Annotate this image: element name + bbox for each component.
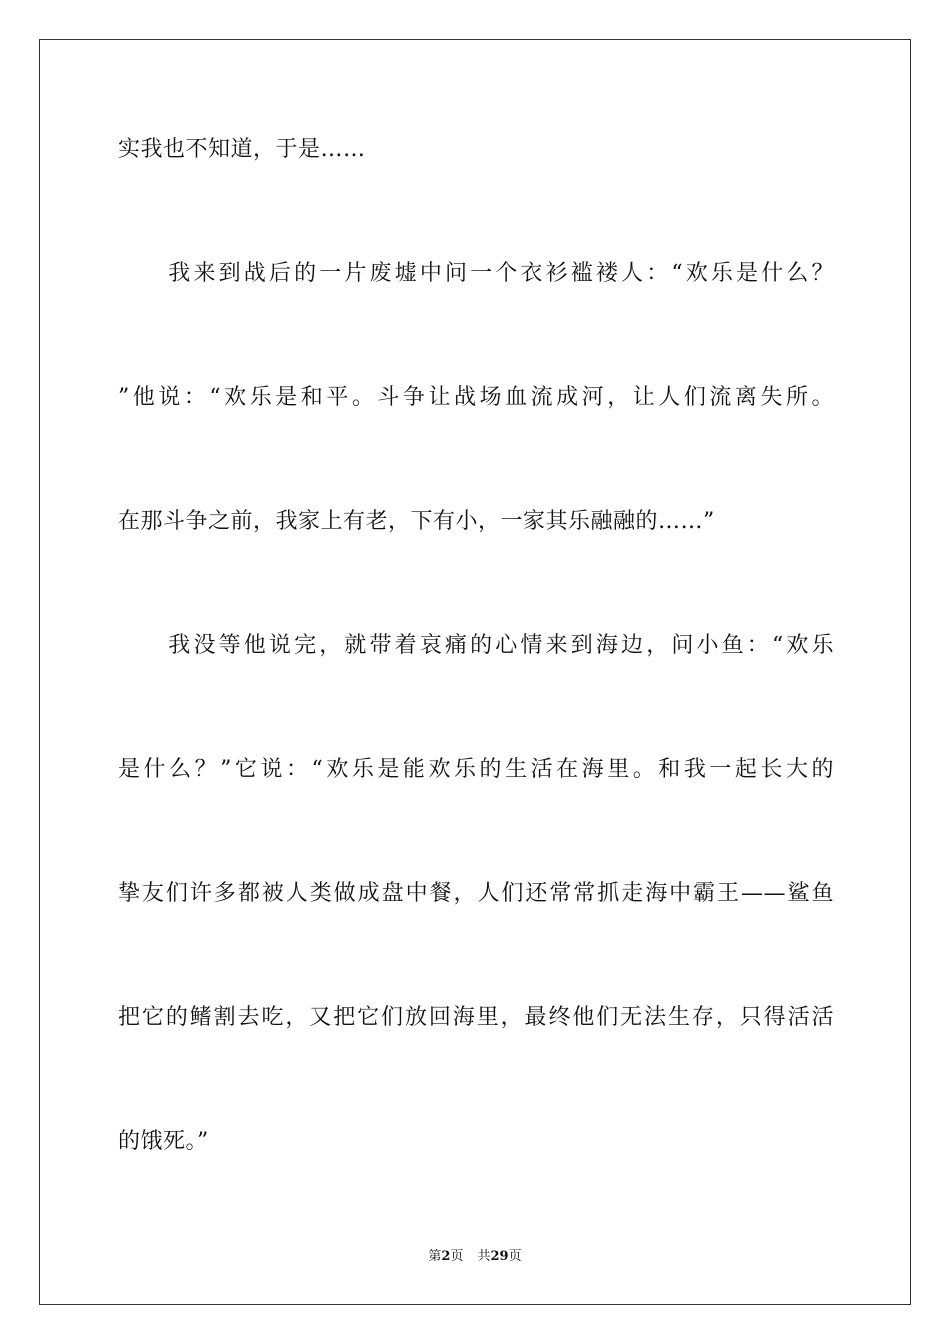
page-frame bbox=[39, 39, 911, 1305]
total-unit: 页 bbox=[508, 1249, 522, 1264]
body-text-line-4: 在那斗争之前，我家上有老，下有小，一家其乐融融的……” bbox=[118, 509, 715, 534]
body-text-line-6: 是什么？”它说：“欢乐是能欢乐的生活在海里。和我一起长大的 bbox=[118, 757, 834, 782]
body-text-line-8: 把它的鳍割去吃，又把它们放回海里，最终他们无法生存，只得活活 bbox=[118, 1005, 834, 1030]
body-text-line-9: 的饿死。” bbox=[118, 1129, 209, 1154]
body-text-line-7: 挚友们许多都被人类做成盘中餐，人们还常常抓走海中霸王——鲨鱼 bbox=[118, 881, 834, 906]
total-page-number: 29 bbox=[490, 1249, 509, 1264]
page-footer bbox=[0, 1248, 950, 1266]
current-page-number: 2 bbox=[441, 1249, 451, 1264]
body-text-line-1: 实我也不知道，于是…… bbox=[118, 137, 366, 162]
body-text-line-3: ”他说：“欢乐是和平。斗争让战场血流成河，让人们流离失所。 bbox=[118, 385, 834, 410]
body-text-line-5: 我没等他说完，就带着哀痛的心情来到海边，问小鱼：“欢乐 bbox=[118, 633, 834, 658]
body-text-line-2: 我来到战后的一片废墟中问一个衣衫褴褛人：“欢乐是什么？ bbox=[118, 261, 834, 286]
page-prefix: 第 bbox=[428, 1249, 442, 1264]
total-prefix: 共 bbox=[477, 1249, 491, 1264]
page-unit: 页 bbox=[450, 1249, 464, 1264]
